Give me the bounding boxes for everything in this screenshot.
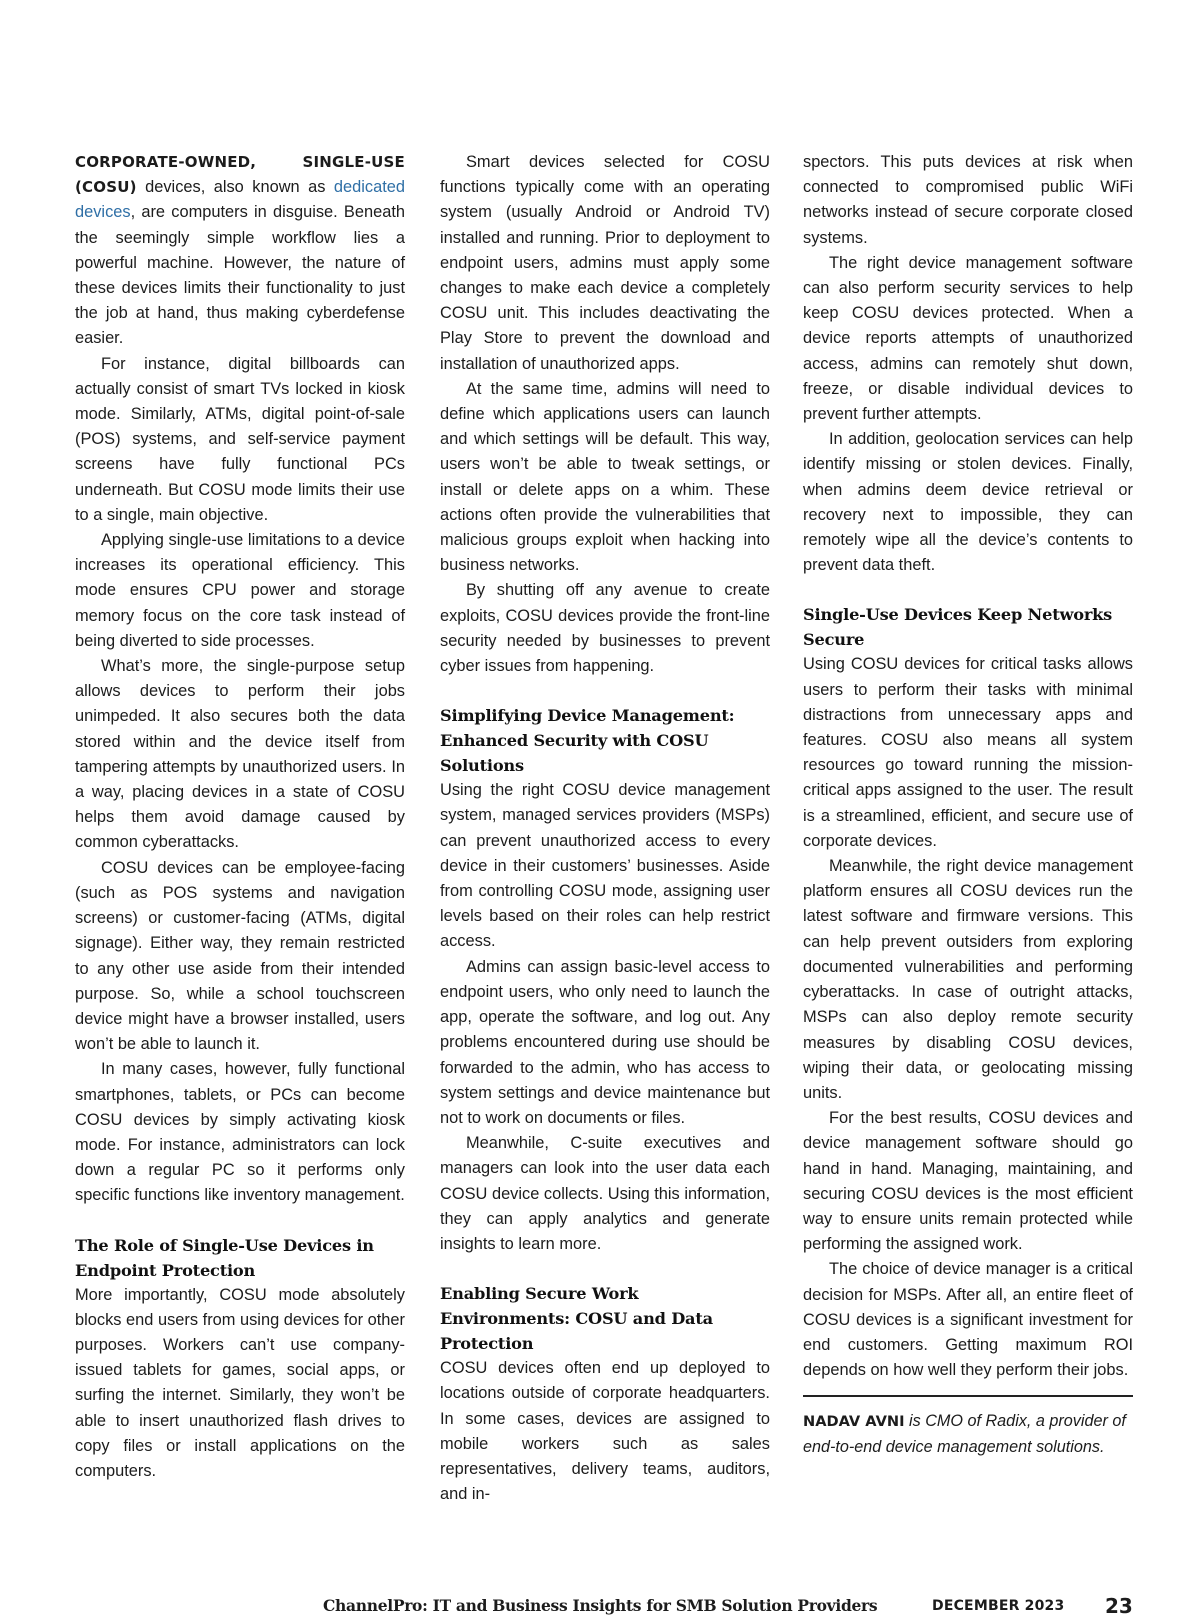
dedicated-devices-link[interactable]: dedicated devices (75, 178, 405, 222)
paragraph: Applying single-use limitations to a device increases its operational efficiency. This mode ensures CPU power and storage memory focus on the core task instead of being diverted to side processes. (75, 531, 405, 650)
paragraph: Admins can assign basic-level access to endpoint users, who only need to launch the app, operate the software, and log out. Any problems encountered during use should be forwarded to the admin, who has access to system settings and device maintenance but not to work on documents or files. (440, 957, 770, 1127)
paragraph: COSU devices often end up deployed to locations outside of corporate headquarters. In some cases, devices are assigned to mobile workers such as sales representatives, delivery teams, auditors, and in- (440, 1359, 770, 1504)
paragraph: spectors. This puts devices at risk when connected to compromised public WiFi networks instead of secure corporate closed systems. (803, 153, 1133, 247)
author-bio (803, 1409, 1133, 1459)
issue-date: DECEMBER 2023 (932, 1598, 1065, 1614)
author-name: NADAV AVNI (803, 1413, 905, 1431)
paragraph: Smart devices selected for COSU functions typically come with an operating system (usually Android or Android TV) installed and running. Prior to deployment to endpoint users, admins must apply some changes to make each device a completely COSU unit. This includes deactivating the Play Store to prevent the download and installation of unauthorized apps. (440, 153, 770, 373)
page-number: 23 (1105, 1594, 1133, 1618)
intro-text-2: , are computers in disguise. Beneath the seemingly simple workflow lies a powerful machine. However, the nature of these devices limits their functionality to just the job at hand, thus making cyberdefense easier. (75, 203, 405, 348)
author-description: is CMO of Radix, a provider of end-to-end device management solutions. (803, 1412, 1126, 1456)
lead-in: CORPORATE-OWNED, SINGLE-USE (COSU) (75, 153, 405, 197)
paragraph: In addition, geolocation services can help identify missing or stolen devices. Finally, when admins deem device retrieval or recovery next to impossible, they can remotely wipe all the device’s contents to prevent data theft. (803, 430, 1133, 575)
article-column-3 (803, 150, 1133, 1460)
paragraph: The choice of device manager is a critical decision for MSPs. After all, an entire fleet of COSU devices is a significant investment for end customers. Getting maximum ROI depends on how well they perform their jobs. (803, 1260, 1133, 1380)
intro-paragraph (75, 150, 405, 352)
section-heading: Single-Use Devices Keep Networks Secure (803, 605, 1113, 650)
paragraph: By shutting off any avenue to create exploits, COSU devices provide the front-line security needed by businesses to prevent cyber issues from happening. (440, 581, 770, 676)
paragraph: For instance, digital billboards can actually consist of smart TVs locked in kiosk mode. Similarly, ATMs, digital point-of-sale (POS) systems, and self-service payment screens have fully functional PCs underneath. But COSU mode limits their use to a single, main objective. (75, 354, 405, 524)
article-column-2 (440, 150, 770, 1507)
paragraph: The right device management software can also perform security services to help keep COSU devices protected. When a device reports attempts of unauthorized access, admins can remotely shut down, freeze, or disable individual devices to prevent further attempts. (803, 253, 1133, 424)
section-heading: Simplifying Device Management: Enhanced Security with COSU Solutions (440, 706, 735, 776)
paragraph: Using COSU devices for critical tasks allows users to perform their tasks with minimal distractions from unnecessary apps and features. COSU also means all system resources go toward running the mission-critical apps assigned to the user. The result is a streamlined, efficient, and secure use of corporate devices. (803, 655, 1133, 850)
section-heading: The Role of Single-Use Devices in Endpoint Protection (75, 1235, 374, 1280)
publication-name: ChannelPro: IT and Business Insights for SMB Solution Providers (323, 1596, 878, 1615)
paragraph: At the same time, admins will need to define which applications users can launch and which settings will be default. This way, users won’t be able to tweak settings, or install or delete apps on a whim. These actions often provide the vulnerabilities that malicious groups exploit when hacking into business networks. (440, 379, 770, 575)
paragraph: Meanwhile, the right device management platform ensures all COSU devices run the latest software and firmware versions. This can help prevent outsiders from exploring documented vulnerabilities and performing cyberattacks. In case of outright attacks, MSPs can also deploy remote security measures by disabling COSU devices, wiping their data, or geolocating missing units. (803, 857, 1133, 1102)
page-footer (0, 1596, 1200, 1620)
paragraph: For the best results, COSU devices and device management software should go hand in hand. Managing, maintaining, and securing COSU devices is the most efficient way to ensure units remain protected while performing the assigned work. (803, 1109, 1133, 1254)
paragraph: COSU devices can be employee-facing (such as POS systems and navigation screens) or customer-facing (ATMs, digital signage). Either way, they remain restricted to any other use aside from their intended purpose. So, while a school touchscreen device might have a browser installed, users won’t be able to launch it. (75, 858, 405, 1054)
paragraph: In many cases, however, fully functional smartphones, tablets, or PCs can become COSU devices by simply activating kiosk mode. For instance, administrators can lock down a regular PC so it performs only specific functions like inventory management. (75, 1060, 405, 1205)
article-column-1 (75, 150, 405, 1484)
paragraph: What’s more, the single-purpose setup allows devices to perform their jobs unimpeded. It also secures both the data stored within and the device itself from tampering attempts by unauthorized users. In a way, placing devices in a state of COSU helps them avoid damage caused by common cyberattacks. (75, 657, 405, 852)
paragraph: More importantly, COSU mode absolutely blocks end users from using devices for other purposes. Workers can’t use company-issued tablets for games, social apps, or surfing the internet. Similarly, they won’t be able to insert unauthorized flash drives to copy files or install applications on the computers. (75, 1285, 405, 1480)
bio-divider (803, 1395, 1133, 1397)
paragraph: Meanwhile, C-suite executives and managers can look into the user data each COSU device collects. Using this information, they can apply analytics and generate insights to learn more. (440, 1134, 770, 1253)
intro-text-1: devices, also known as (136, 178, 334, 197)
paragraph: Using the right COSU device management system, managed services providers (MSPs) can prevent unauthorized access to every device in their customers’ businesses. Aside from controlling COSU mode, assigning user levels based on their roles can help restrict access. (440, 781, 770, 951)
section-heading: Enabling Secure Work Environments: COSU and Data Protection (440, 1284, 713, 1354)
